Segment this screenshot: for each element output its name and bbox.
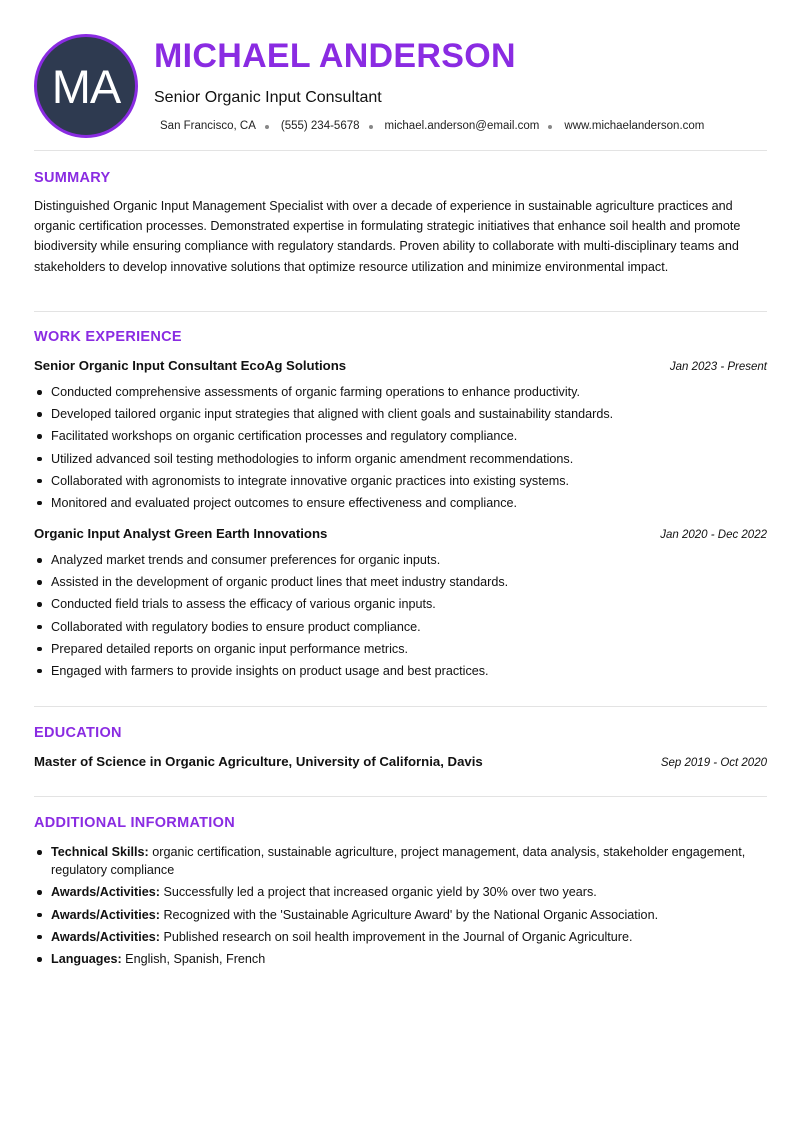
job-title: Senior Organic Input Consultant EcoAg Solutions <box>34 358 347 373</box>
summary-text: Distinguished Organic Input Management Specialist with over a decade of experience in sustainable agriculture practices and organic certification processes. Demonstrated expertise in formulating strategic initiatives that enhance soil health and promote biodiversity while ensuring compliance with regulatory standards. Proven ability to collaborate with multi-disciplinary teams and stakeholders to develop innovative solutions that optimize resource utilization and minimize environmental impact. <box>34 199 741 274</box>
list-item <box>34 928 754 946</box>
item-text: English, Spanish, French <box>121 952 266 967</box>
item-label: Technical Skills: <box>51 845 149 859</box>
list-item: Conducted field trials to assess the efficacy of various organic inputs. <box>34 596 767 612</box>
list-item <box>34 843 754 879</box>
item-text: Recognized with the 'Sustainable Agriculture Award' by the National Organic Association. <box>159 907 659 922</box>
avatar <box>34 34 138 138</box>
list-item: Facilitated workshops on organic certification processes and regulatory compliance. <box>34 428 767 444</box>
item-label: Awards/Activities: <box>51 929 160 944</box>
separator-dot <box>265 125 269 129</box>
item-label: Languages: <box>51 952 122 967</box>
list-item: Engaged with farmers to provide insights on product usage and best practices. <box>34 663 767 679</box>
job-title: Organic Input Analyst Green Earth Innovations <box>34 526 328 541</box>
summary-title: SUMMARY <box>34 170 111 186</box>
item-text: Published research on soil health improvement in the Journal of Organic Agriculture. <box>159 929 633 944</box>
list-item: Assisted in the development of organic product lines that meet industry standards. <box>34 574 767 590</box>
item-text: Successfully led a project that increased organic yield by 30% over two years. <box>159 885 597 900</box>
job-header <box>34 358 767 373</box>
contact-line <box>160 120 704 132</box>
divider <box>34 311 767 312</box>
list-item: Analyzed market trends and consumer preferences for organic inputs. <box>34 552 767 568</box>
list-item: Utilized advanced soil testing methodologies to inform organic amendment recommendations. <box>34 451 767 467</box>
list-item: Collaborated with agronomists to integrate innovative organic practices into existing systems. <box>34 473 767 489</box>
list-item: Conducted comprehensive assessments of organic farming operations to enhance productivity. <box>34 384 767 400</box>
additional-list <box>34 843 754 972</box>
candidate-name: MICHAEL ANDERSON <box>154 37 516 75</box>
additional-title: ADDITIONAL INFORMATION <box>34 815 235 831</box>
list-item: Collaborated with regulatory bodies to ensure product compliance. <box>34 619 767 635</box>
separator-dot <box>369 125 373 129</box>
list-item: Monitored and evaluated project outcomes to ensure effectiveness and compliance. <box>34 495 767 511</box>
list-item: Prepared detailed reports on organic input performance metrics. <box>34 641 767 657</box>
job-dates: Jan 2023 - Present <box>669 361 767 373</box>
list-item: Developed tailored organic input strategies that aligned with client goals and sustainability standards. <box>34 406 767 422</box>
contact-email[interactable]: michael.anderson@email.com <box>384 120 540 132</box>
contact-website[interactable]: www.michaelanderson.com <box>564 120 705 132</box>
job-header <box>34 526 767 541</box>
resume-header <box>34 34 767 138</box>
education-title: EDUCATION <box>34 725 122 741</box>
candidate-role: Senior Organic Input Consultant <box>154 89 382 106</box>
divider <box>34 150 767 151</box>
divider <box>34 796 767 797</box>
degree: Master of Science in Organic Agriculture, University of California, Davis <box>34 754 483 769</box>
list-item <box>34 906 754 924</box>
contact-location: San Francisco, CA <box>160 120 256 132</box>
list-item <box>34 950 754 968</box>
item-label: Awards/Activities: <box>51 885 160 900</box>
education-entry <box>34 754 767 769</box>
experience-title: WORK EXPERIENCE <box>34 329 182 345</box>
education-dates: Sep 2019 - Oct 2020 <box>660 757 767 769</box>
divider <box>34 706 767 707</box>
job-dates: Jan 2020 - Dec 2022 <box>660 529 767 541</box>
contact-phone: (555) 234-5678 <box>280 120 360 132</box>
list-item <box>34 883 754 901</box>
item-text: organic certification, sustainable agriculture, project management, data analysis, stakeholder engagement, regulatory compliance <box>51 845 746 877</box>
job-bullets <box>34 384 767 517</box>
separator-dot <box>548 125 552 129</box>
avatar-initials: MA <box>51 59 121 113</box>
item-label: Awards/Activities: <box>51 907 160 922</box>
job-bullets <box>34 552 767 685</box>
